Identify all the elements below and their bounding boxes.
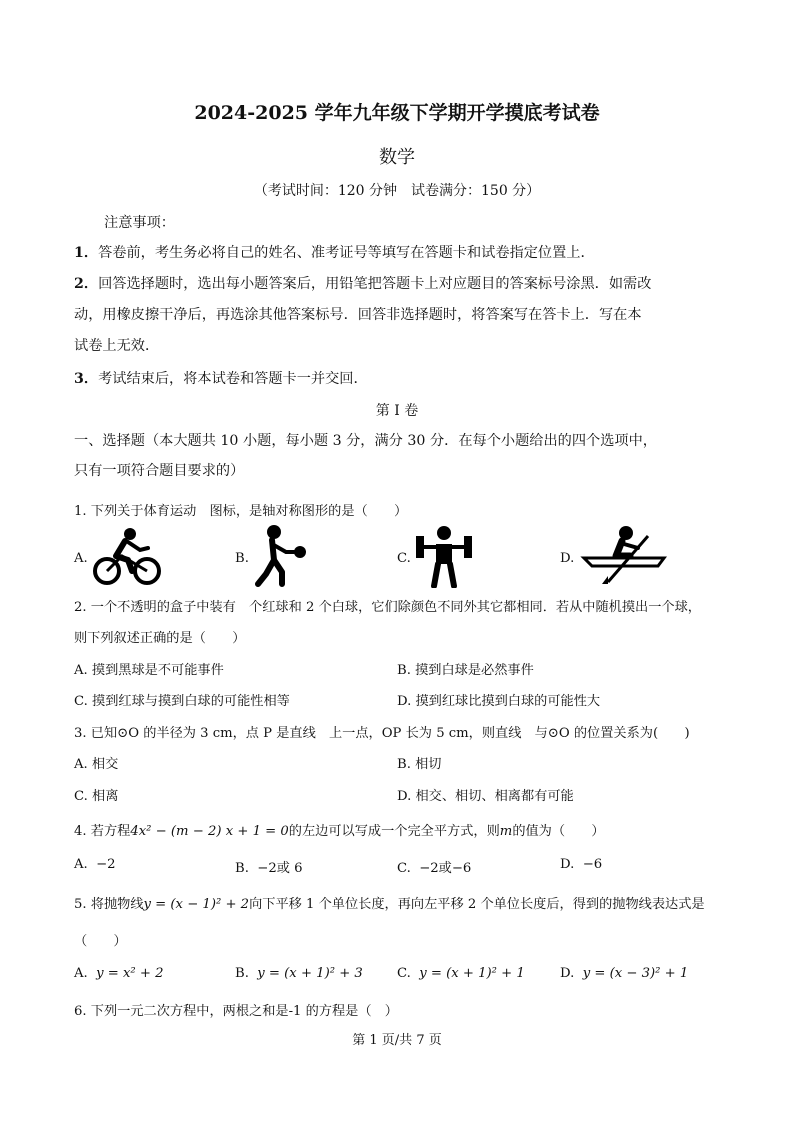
question-5-option-d-label: D. bbox=[560, 966, 575, 981]
page-number: 第 1 页/共 7 页 bbox=[352, 1033, 442, 1048]
question-4-option-d bbox=[560, 857, 602, 872]
question-1-option-a-label: A. bbox=[74, 551, 88, 566]
question-4-option-c bbox=[397, 857, 471, 876]
question-5-option-d bbox=[560, 966, 688, 981]
question-1-option-b-label: B. bbox=[235, 551, 249, 566]
note-item-2-number: 2． bbox=[74, 276, 99, 292]
question-4-option-b-value: −2或 6 bbox=[257, 861, 303, 876]
rower-icon bbox=[578, 526, 668, 586]
question-4-option-b bbox=[235, 857, 303, 876]
note-item-1-number: 1． bbox=[74, 245, 99, 261]
note-item-1 bbox=[74, 242, 595, 262]
question-4-variable: m bbox=[499, 824, 513, 839]
question-1-stem: 1. 下列关于体育运动 图标，是轴对称图形的是（ ） bbox=[74, 504, 408, 519]
question-2-option-c: C. 摸到红球与摸到白球的可能性相等 bbox=[74, 694, 290, 709]
question-3-stem: 3. 已知⊙O 的半径为 3 cm，点 P 是直线 上一点，OP 长为 5 cm，则直线 与⊙O 的位置关系为( ) bbox=[74, 726, 690, 741]
question-5-option-c-label: C. bbox=[397, 966, 411, 981]
question-2-stem-line-1: 2. 一个不透明的盒子中装有 个红球和 2 个白球，它们除颜色不同外其它都相同．若从中随机摸出一个球， bbox=[74, 600, 701, 615]
question-4-stem-end: 的值为（ ） bbox=[512, 824, 605, 839]
question-4-equation: 4x² − (m − 2) x + 1 = 0 bbox=[130, 824, 289, 839]
section-heading-line-1: 一、选择题（本大题共 10 小题，每小题 3 分，满分 30 分．在每个小题给出的四个选项中， bbox=[74, 433, 657, 449]
question-4-option-a-value: −2 bbox=[96, 857, 116, 872]
question-5-option-b-value: y = (x + 1)² + 3 bbox=[257, 966, 363, 981]
question-2-stem-line-2: 则下列叙述正确的是（ ） bbox=[74, 631, 246, 646]
question-5-option-c-value: y = (x + 1)² + 1 bbox=[419, 966, 525, 981]
question-3-option-c: C. 相离 bbox=[74, 789, 119, 804]
question-6-stem: 6. 下列一元二次方程中，两根之和是-1 的方程是（ ） bbox=[74, 1004, 398, 1019]
question-2-option-b: B. 摸到白球是必然事件 bbox=[397, 663, 534, 678]
question-4-stem bbox=[74, 820, 605, 839]
question-5-equation: y = (x − 1)² + 2 bbox=[143, 897, 250, 912]
question-3-option-b: B. 相切 bbox=[397, 757, 442, 772]
question-1-option-d-label: D. bbox=[560, 551, 575, 566]
note-item-2-line-3: 试卷上无效． bbox=[74, 338, 160, 354]
question-5-option-a-label: A. bbox=[74, 966, 88, 981]
question-5-stem-rest: 向下平移 1 个单位长度，再向左平移 2 个单位长度后，得到的抛物线表达式是 bbox=[249, 897, 705, 912]
question-5-stem-prefix: 5. 将抛物线 bbox=[74, 897, 144, 912]
question-4-option-d-label: D. bbox=[560, 857, 575, 872]
section-heading-line-2: 只有一项符合题目要求的） bbox=[74, 463, 245, 479]
subject-title: 数学 bbox=[379, 147, 415, 168]
exam-info: （考试时间：120 分钟 试卷满分：150 分） bbox=[253, 183, 541, 199]
question-2-option-d: D. 摸到红球比摸到白球的可能性大 bbox=[397, 694, 601, 709]
note-item-1-text: 答卷前，考生务必将自己的姓名、准考证号等填写在答题卡和试卷指定位置上． bbox=[98, 245, 595, 261]
question-3-option-d: D. 相交、相切、相离都有可能 bbox=[397, 789, 574, 804]
note-item-2-line-1 bbox=[74, 273, 651, 293]
question-4-option-d-value: −6 bbox=[582, 857, 603, 872]
note-item-3 bbox=[74, 368, 368, 388]
note-item-3-number: 3． bbox=[74, 371, 99, 387]
question-5-stem-line-1 bbox=[74, 893, 705, 912]
question-5-option-a-value: y = x² + 2 bbox=[96, 966, 164, 981]
note-item-2-text-1: 回答选择题时，选出每小题答案后，用铅笔把答题卡上对应题目的答案标号涂黑．如需改 bbox=[98, 276, 652, 292]
part-title: 第 I 卷 bbox=[375, 403, 419, 419]
question-4-option-c-value: −2或−6 bbox=[419, 861, 472, 876]
notes-heading: 注意事项： bbox=[104, 215, 175, 231]
question-5-option-a bbox=[74, 966, 164, 981]
note-item-3-text: 考试结束后，将本试卷和答题卡一并交回． bbox=[98, 371, 368, 387]
question-4-option-a bbox=[74, 857, 116, 872]
question-4-option-a-label: A. bbox=[74, 857, 88, 872]
question-5-option-c bbox=[397, 966, 525, 981]
question-5-option-d-value: y = (x − 3)² + 1 bbox=[582, 966, 689, 981]
question-4-option-c-label: C. bbox=[397, 861, 411, 876]
weightlifter-icon bbox=[414, 524, 474, 588]
question-5-option-b bbox=[235, 966, 363, 981]
cyclist-icon bbox=[92, 526, 162, 586]
question-4-stem-prefix: 4. 若方程 bbox=[74, 824, 131, 839]
question-5-stem-line-2: （ ） bbox=[74, 934, 127, 949]
question-5-option-b-label: B. bbox=[235, 966, 249, 981]
question-2-option-a: A. 摸到黑球是不可能事件 bbox=[74, 663, 224, 678]
ball-player-icon bbox=[252, 524, 312, 588]
question-4-stem-middle: 的左边可以写成一个完全平方式，则 bbox=[288, 824, 500, 839]
question-3-option-a: A. 相交 bbox=[74, 757, 119, 772]
question-4-option-b-label: B. bbox=[235, 861, 249, 876]
note-item-2-line-2: 动，用橡皮擦干净后，再选涂其他答案标号．回答非选择题时，将答案写在答卡上．写在本 bbox=[74, 307, 642, 323]
exam-title: 2024-2025 学年九年级下学期开学摸底考试卷 bbox=[194, 102, 600, 124]
question-1-option-c-label: C. bbox=[397, 551, 411, 566]
